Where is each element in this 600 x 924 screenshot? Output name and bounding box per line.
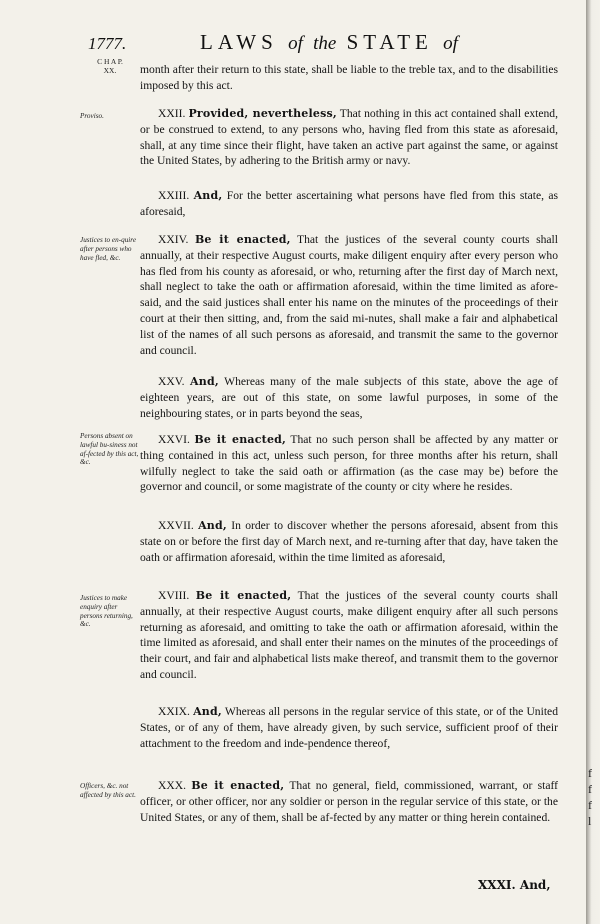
section-number: XXVII. xyxy=(158,519,194,532)
section-lead: Be it enacted, xyxy=(195,589,292,602)
section-lead: Be it enacted, xyxy=(191,779,285,792)
margin-note-proviso: Proviso. xyxy=(80,112,104,120)
section-number: XXV. xyxy=(158,375,185,388)
running-head xyxy=(88,28,558,58)
section-xxii xyxy=(140,106,558,169)
section-number: XXX. xyxy=(158,779,187,792)
section-lead: Provided, nevertheless, xyxy=(188,107,337,120)
section-number: XXII. xyxy=(158,107,186,120)
section-number: XXIII. xyxy=(158,189,190,202)
edge-mark: f xyxy=(588,766,592,780)
section-xviii xyxy=(140,588,558,683)
margin-note-justices-enquiry: Justices to make enquiry after persons returning, &c. xyxy=(80,594,133,629)
title-of-2: of xyxy=(443,33,458,54)
section-number: XXVI. xyxy=(158,433,190,446)
title-of: of xyxy=(288,33,303,54)
margin-note-officers: Officers, &c. not affected by this act. xyxy=(80,782,136,799)
section-xxix xyxy=(140,704,558,751)
section-lead: And, xyxy=(193,705,222,718)
section-number: XXIX. xyxy=(158,705,190,718)
section-number: XXIV. xyxy=(158,233,189,246)
section-lead: And, xyxy=(193,189,223,202)
section-text: That no such person shall be affected by any matter or thing contained in this act, unless such person, for three months after his return, shall wilfully neglect to take the said oath or affirmation (as the case may be) before the governor and council, or some magistrate of the county or city where he resides. xyxy=(140,433,558,494)
section-text: That nothing in this act contained shall extend, or be construed to extend, to any persons who, having fled from this state as aforesaid, shall, at any time since their flight, have taken an active part against the same, or against the United States, by adhering to the British army or navy. xyxy=(140,107,558,168)
section-xxiii xyxy=(140,188,558,220)
section-lead: Be it enacted, xyxy=(194,233,291,246)
section-text: That the justices of the several county courts shall annually, at their respective August courts, make diligent enquiry after all such persons returning as aforesaid, and omitting to take the oath or affirmation aforesaid, within the time limited as aforesaid, and shall enter their names on the minutes of the proceedings of their court, and fair and alphabetical lists make thereof, and transmit them to the governor and council. xyxy=(140,589,558,681)
paragraph-continuation: month after their return to this state, shall be liable to the treble tax, and to the disabilities imposed by this act. xyxy=(140,63,558,92)
title-the: the xyxy=(313,33,337,54)
title-laws: LAWS xyxy=(200,30,278,54)
catchword: XXXI. And, xyxy=(478,878,551,892)
chapter-label: C H A P. xyxy=(97,57,123,66)
edge-mark: l xyxy=(588,814,592,828)
title-state: STATE xyxy=(346,30,433,54)
section-xxx xyxy=(140,778,558,825)
section-xxvi xyxy=(140,432,558,495)
section-xxv xyxy=(140,374,558,421)
margin-chapter xyxy=(80,58,140,76)
section-text: In order to discover whether the persons aforesaid, absent from this state on or before the first day of March next, and re-turning after that day, have taken the oath or affirmation aforesaid, within the time limited as aforesaid, xyxy=(140,519,558,564)
section-xxvii xyxy=(140,518,558,565)
section-lead: And, xyxy=(198,519,227,532)
adjacent-page-edge xyxy=(586,0,600,924)
section-text: That the justices of the several county courts shall annually, at their respective August courts, make diligent enquiry after every person who has fled from his county as aforesaid, or who, returning after the first day of March next, shall neglect to take the oath or affirmation aforesaid, within the time limited as afore-said, and the said justices shall enter his name on the minutes of the proceedings of their court at their then sitting, and, from the said mi-nutes, shall make a fair and alphabetical list of the names of all such persons as aforesaid, and transmit the same to the governor and council. xyxy=(140,233,558,357)
section-text: For the better ascertaining what persons have fled from this state, as aforesaid, xyxy=(140,189,558,218)
margin-note-justices-enquire: Justices to en-quire after persons who have fled, &c. xyxy=(80,236,137,262)
margin-note-persons-absent: Persons absent on lawful bu-siness not af-fected by this act, &c. xyxy=(80,432,139,467)
page-title xyxy=(200,30,458,55)
edge-mark: f xyxy=(588,782,592,796)
section-xxiv xyxy=(140,232,558,358)
section-text: Whereas many of the male subjects of this state, above the age of eighteen years, are out of this state, on some lawful purposes, in some of the neighbouring states, or in parts beyond the seas, xyxy=(140,375,558,420)
edge-mark: f xyxy=(588,798,592,812)
section-text: Whereas all persons in the regular service of this state, or of the United States, or of any of them, have already given, by such service, sufficient proof of their attachment to the freedom and inde-pendence thereof, xyxy=(140,705,558,750)
section-number: XVIII. xyxy=(158,589,190,602)
section-lead: Be it enacted, xyxy=(194,433,287,446)
page-year: 1777. xyxy=(88,34,127,53)
chapter-number: XX. xyxy=(103,65,117,75)
section-lead: And, xyxy=(190,375,219,388)
section-text: That no general, field, commissioned, warrant, or staff officer, or other officer, nor any soldier or person in the regular service of this state, or the United States, or any of them, shall be af-fected by any matter or thing herein contained. xyxy=(140,779,558,824)
